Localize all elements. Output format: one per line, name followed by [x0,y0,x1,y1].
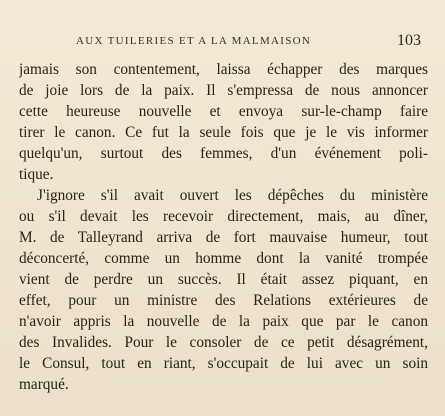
text-line: ou s'il devait les recevoir directement, mais, au dîner, [19,208,428,225]
text-line: tirer le canon. Ce fut la seule fois que je le vis informer [19,124,428,141]
running-head [76,32,421,51]
text-line: n'avoir appris la nouvelle de la paix que par le canon [19,313,428,330]
text-line: effet, pour un ministre des Relations extérieures de [19,292,428,309]
text-line: M. de Talleyrand arriva de fort mauvaise humeur, tout [19,229,428,246]
text-line: déconcerté, comme un homme dont la vanité trompée [19,250,428,267]
text-line: quelqu'un, surtout des femmes, d'un événement poli- [19,145,428,162]
paragraph-1 [19,59,428,185]
text-line: le Consul, tout en riant, s'occupait de lui avec un soin [19,355,428,372]
text-line: J'ignore s'il avait ouvert les dépêches du ministère [37,187,428,204]
text-line: des Invalides. Pour le consoler de ce petit désagrément, [19,334,428,351]
text-line: de joie lors de la paix. Il s'empressa de nous annoncer [19,82,428,99]
page-number: 103 [397,32,421,49]
text-line: vient de perdre un succès. Il était assez piquant, en [19,271,428,288]
running-title: AUX TUILERIES ET A LA MALMAISON [76,35,312,47]
text-line: cette heureuse nouvelle et envoya sur-le-champ faire [19,103,428,120]
body-text [19,59,428,395]
text-line: tique. [19,166,54,183]
paragraph-2 [19,185,428,395]
text-line: jamais son contentement, laissa échapper des marques [19,61,428,78]
text-line: marqué. [19,376,69,393]
